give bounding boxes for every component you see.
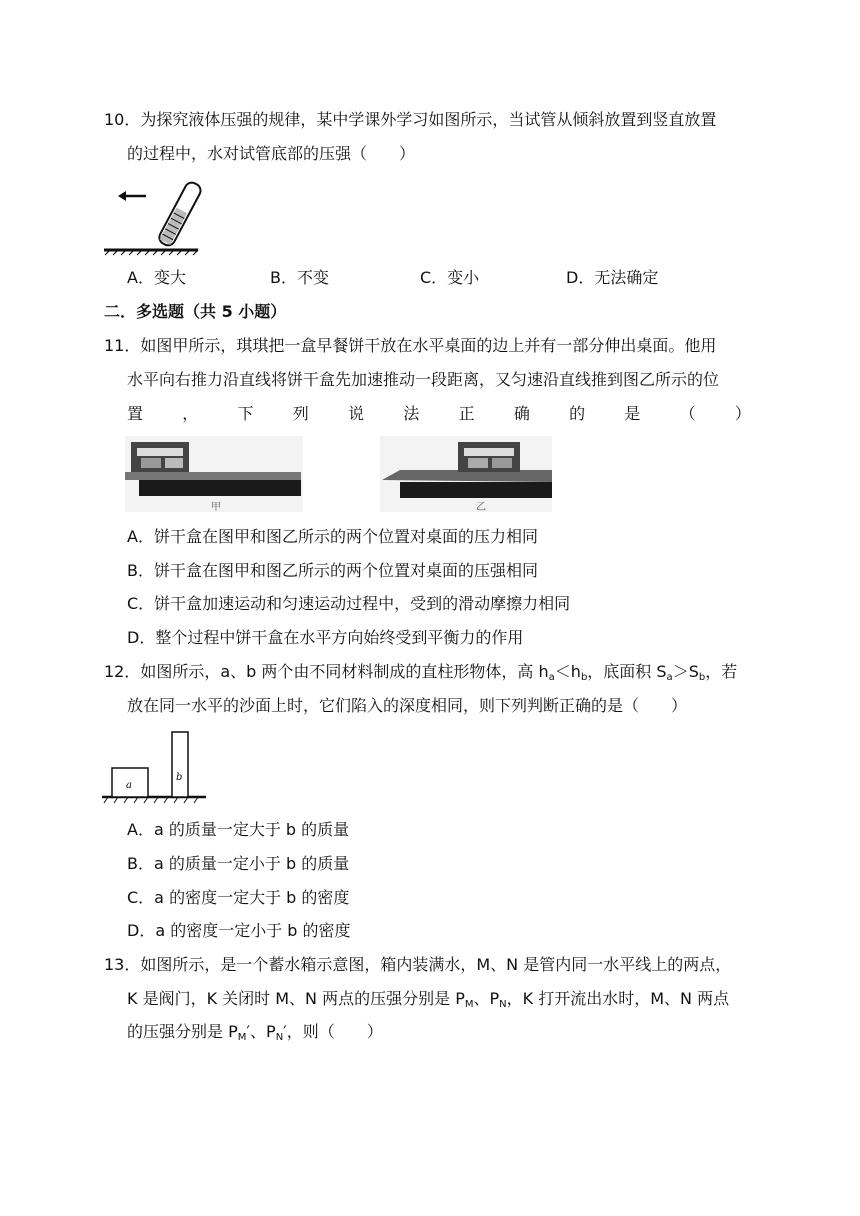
q13-text-part: ′、P <box>246 1022 276 1041</box>
q11-char: 是 <box>624 404 641 423</box>
q11-char: 法 <box>403 404 420 423</box>
q10-option-a: A．变大 <box>127 268 186 287</box>
q12-text-part: ，若 <box>705 662 738 681</box>
q12-cylinders-figure <box>102 730 208 806</box>
q12-text-line2: 放在同一水平的沙面上时，它们陷入的深度相同，则下列判断正确的是（ ） <box>127 696 688 715</box>
q11-option-d: D．整个过程中饼干盒在水平方向始终受到平衡力的作用 <box>127 628 524 647</box>
q11-char: 的 <box>569 404 586 423</box>
q11-text-line2: 水平向右推力沿直线将饼干盒先加速推动一段距离，又匀速沿直线推到图乙所示的位 <box>127 370 720 389</box>
q13-text-line2 <box>127 989 729 1015</box>
q11-figure-jia <box>125 436 303 512</box>
q10-option-c: C．变小 <box>420 268 480 287</box>
q10-option-d: D．无法确定 <box>566 268 659 287</box>
q13-text-part: 、P <box>473 989 500 1008</box>
q12-subscript: b <box>698 672 706 683</box>
q11-text-line3 <box>127 404 751 424</box>
q10-option-b: B．不变 <box>270 268 329 287</box>
q12-text-part: ＜h <box>554 662 581 681</box>
q12-option-c: C．a 的密度一定大于 b 的密度 <box>127 888 350 907</box>
section-title: 二．多选题（共 5 小题） <box>104 302 287 321</box>
q12-subscript: a <box>666 672 673 683</box>
q10-text-line2: 的过程中，水对试管底部的压强（ ） <box>127 144 416 163</box>
q11-char: ） <box>734 404 751 423</box>
q12-text-part: ＞S <box>672 662 699 681</box>
q10-test-tube-figure <box>102 172 202 256</box>
q12-text-part: 12．如图所示，a、b 两个由不同材料制成的直柱形物体，高 h <box>104 662 549 681</box>
q12-option-b: B．a 的质量一定小于 b 的质量 <box>127 854 350 873</box>
q11-option-b: B．饼干盒在图甲和图乙所示的两个位置对桌面的压强相同 <box>127 561 538 580</box>
q11-char: 下 <box>237 404 254 423</box>
q13-subscript: M <box>237 1032 247 1043</box>
q12-subscript: b <box>580 672 588 683</box>
q12-subscript: a <box>548 672 555 683</box>
q12-fig-label-a: a <box>126 780 132 791</box>
q13-subscript: M <box>464 999 474 1010</box>
q12-text-part: ，底面积 S <box>587 662 667 681</box>
q11-char: 正 <box>458 404 475 423</box>
q11-char: （ <box>679 404 696 423</box>
q13-text-line3 <box>127 1022 383 1048</box>
q13-text-part: ，K 打开流出水时，M、N 两点 <box>506 989 730 1008</box>
q12-fig-label-b: b <box>176 772 183 783</box>
q12-option-d: D．a 的密度一定小于 b 的密度 <box>127 921 351 940</box>
q11-char: 说 <box>348 404 365 423</box>
q13-text-line1: 13．如图所示，是一个蓄水箱示意图，箱内装满水，M、N 是管内同一水平线上的两点， <box>104 955 732 974</box>
q11-char: 确 <box>513 404 530 423</box>
q13-subscript: N <box>499 999 507 1010</box>
q11-char: ， <box>182 404 199 423</box>
q11-text-line1: 11．如图甲所示，琪琪把一盒早餐饼干放在水平桌面的边上并有一部分伸出桌面。他用 <box>104 336 717 355</box>
q11-figure-yi <box>380 436 552 512</box>
q11-char: 列 <box>292 404 309 423</box>
q11-option-c: C．饼干盒加速运动和匀速运动过程中，受到的滑动摩擦力相同 <box>127 594 571 613</box>
q10-text-line1: 10．为探究液体压强的规律，某中学课外学习如图所示，当试管从倾斜放置到竖直放置 <box>104 110 717 129</box>
q12-option-a: A．a 的质量一定大于 b 的质量 <box>127 820 350 839</box>
q13-text-part: ′，则（ ） <box>283 1022 383 1041</box>
q11-option-a: A．饼干盒在图甲和图乙所示的两个位置对桌面的压力相同 <box>127 527 538 546</box>
q12-text-line1 <box>104 662 737 688</box>
q13-subscript: N <box>275 1032 284 1043</box>
q11-char: 置 <box>127 404 144 423</box>
q13-text-part: 的压强分别是 P <box>127 1022 238 1041</box>
q11-fig-label-jia: 甲 <box>211 502 221 512</box>
q11-fig-label-yi: 乙 <box>476 502 486 512</box>
q13-text-part: K 是阀门，K 关闭时 M、N 两点的压强分别是 P <box>127 989 465 1008</box>
